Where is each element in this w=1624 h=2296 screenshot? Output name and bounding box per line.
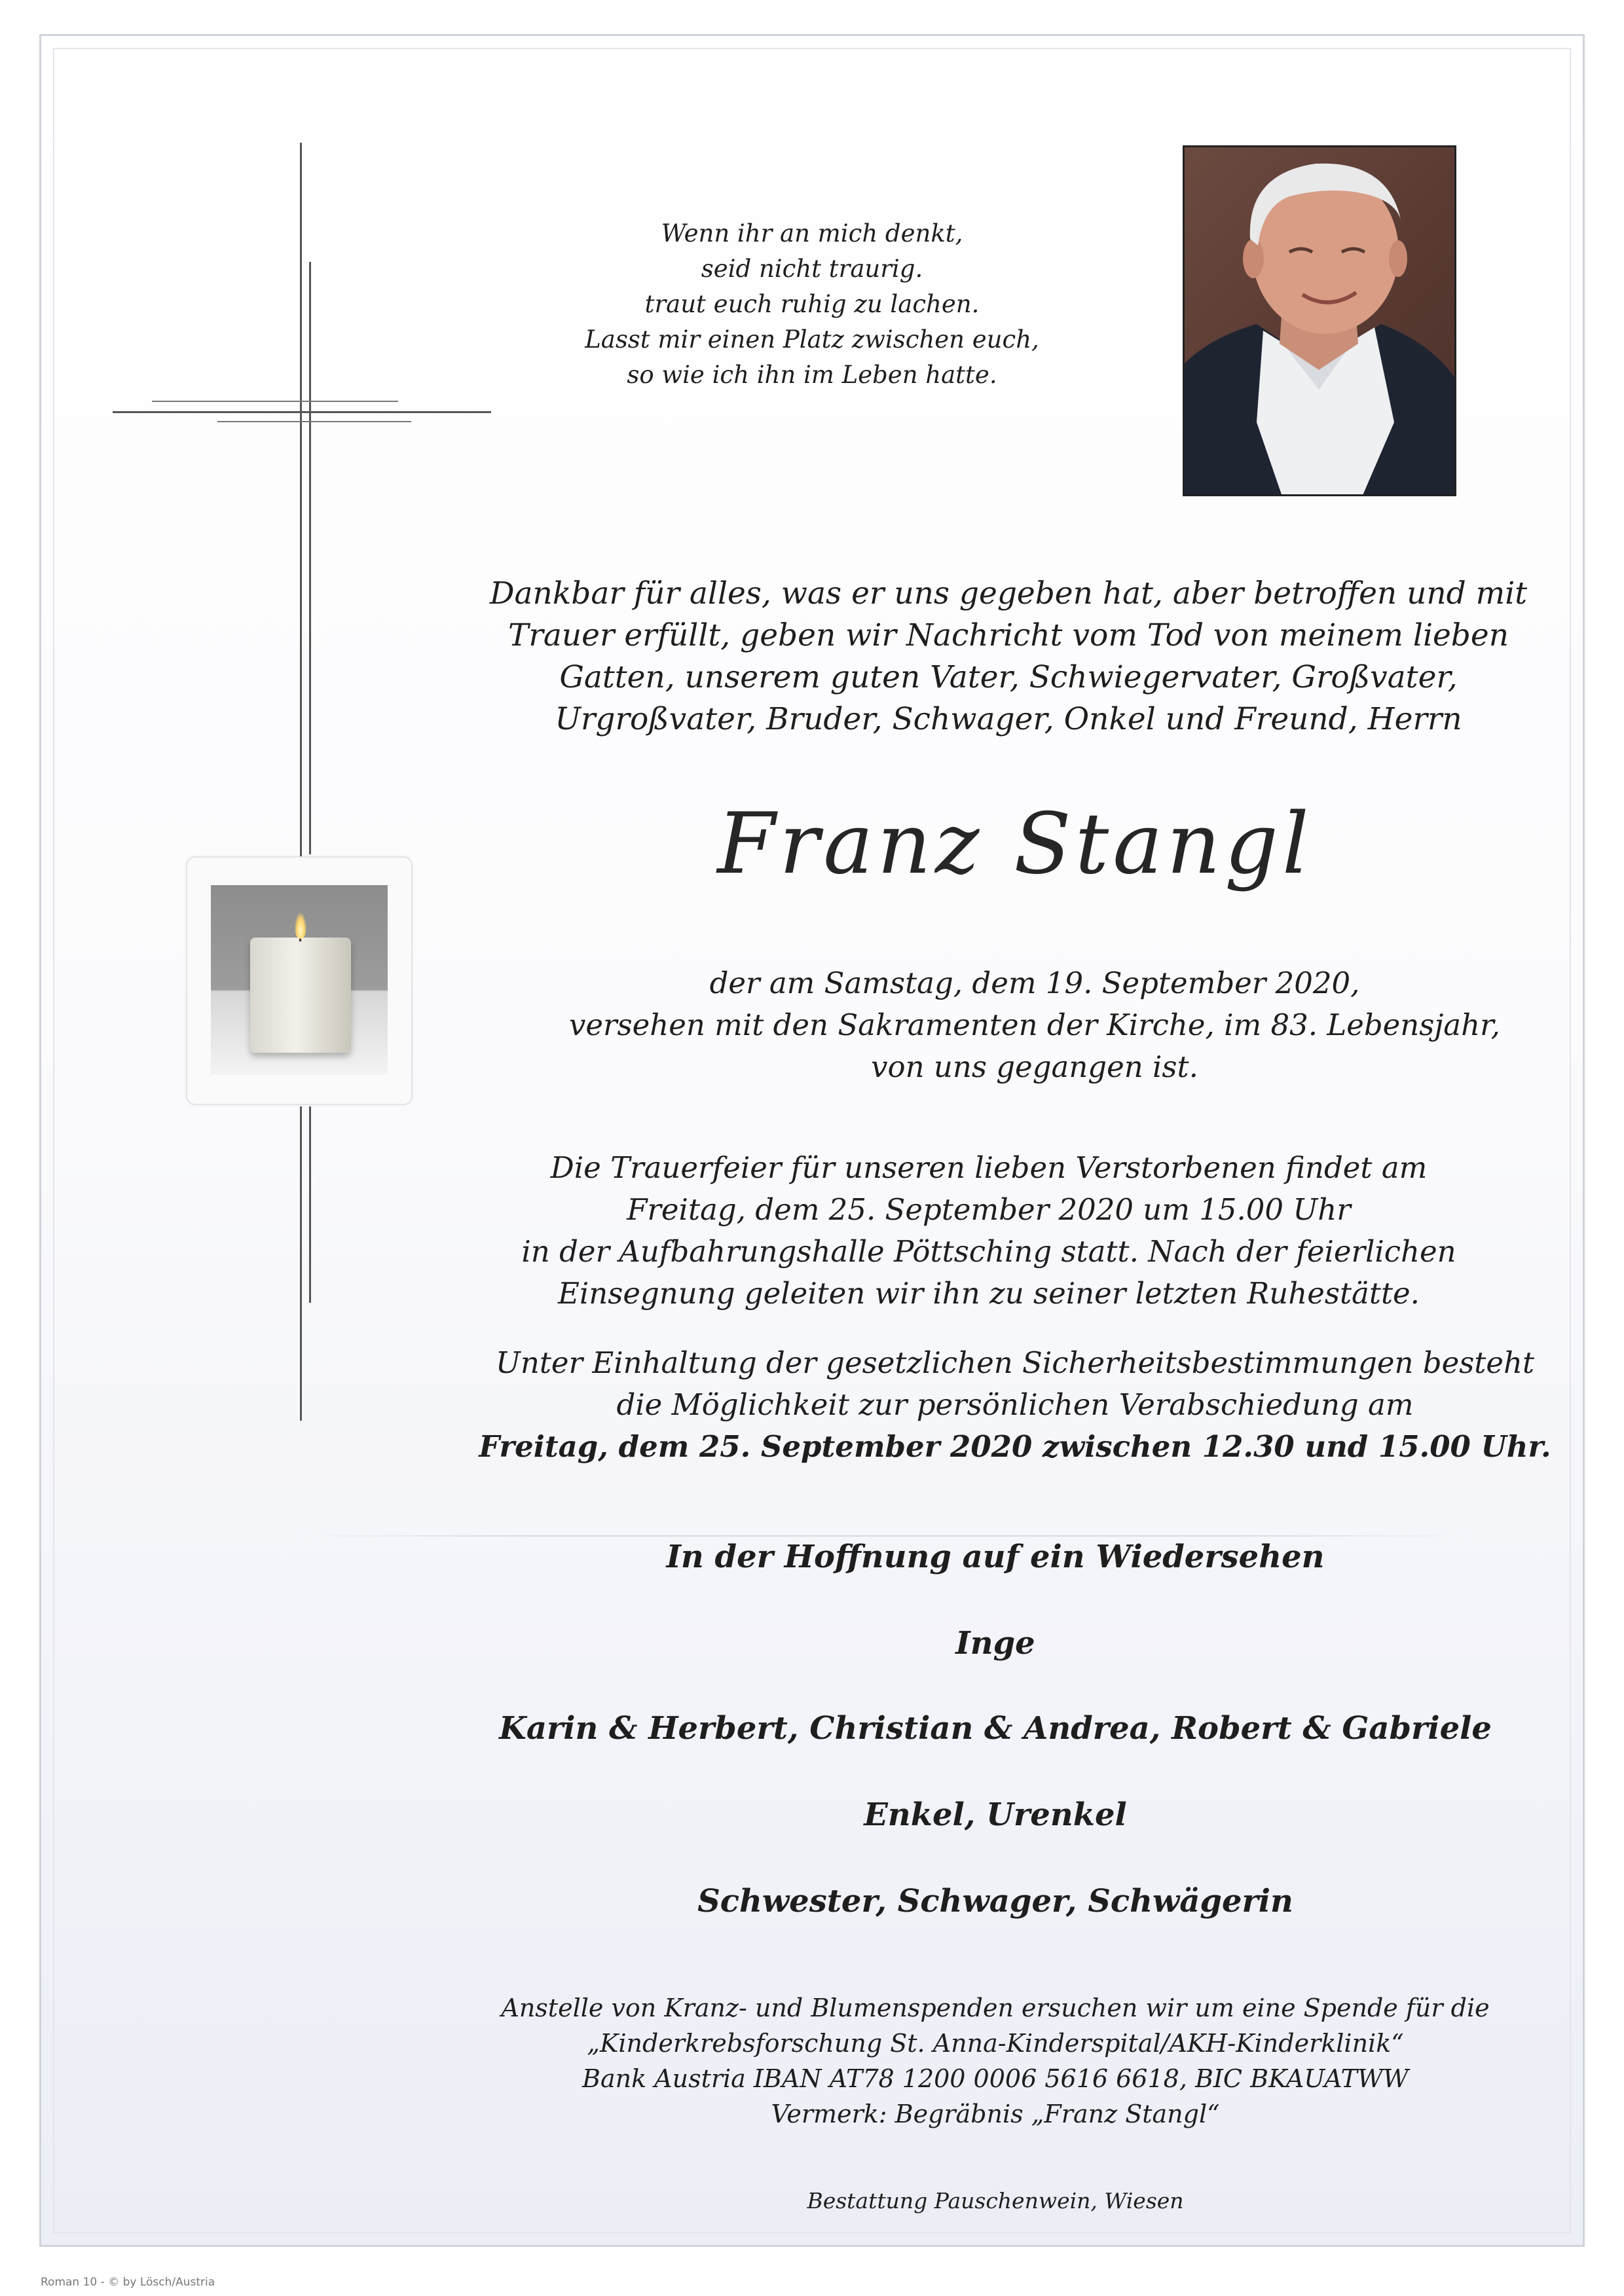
death-line: versehen mit den Sakramenten der Kirche, im 83. Lebensjahr, [568, 1008, 1500, 1042]
funeral-line: Freitag, dem 25. September 2020 um 15.00 Uhr [627, 1192, 1351, 1227]
intro-line: Trauer erfüllt, geben wir Nachricht vom Tod von meinem lieben [508, 617, 1509, 653]
farewell-details [432, 1342, 1598, 1468]
death-details [498, 962, 1572, 1088]
donation-line: Anstelle von Kranz- und Blumenspenden ersuchen wir um eine Spende für die [501, 1994, 1490, 2022]
cross-horizontal-line [217, 421, 411, 422]
candle-flame [295, 913, 306, 939]
intro-line: Dankbar für alles, was er uns gegeben hat, aber betroffen und mit [489, 575, 1528, 611]
intro-line: Urgroßvater, Bruder, Schwager, Onkel und Freund, Herrn [555, 701, 1462, 737]
death-line: von uns gegangen ist. [871, 1049, 1198, 1084]
candle-body [250, 938, 351, 1053]
portrait-photo [1183, 145, 1456, 496]
funeral-details [432, 1147, 1545, 1315]
intro-line: Gatten, unserem guten Vater, Schwiegervater, Großvater, [559, 659, 1458, 695]
donation-line: „Kinderkrebsforschung St. Anna-Kinderspital/AKH-Kinderklinik“ [587, 2029, 1404, 2058]
cross-vertical-line [309, 262, 311, 854]
cross-horizontal-line [152, 401, 398, 402]
funeral-line: Einsegnung geleiten wir ihn zu seiner letzten Ruhestätte. [558, 1276, 1420, 1311]
deceased-name: Franz Stangl [717, 795, 1313, 893]
poem-line: so wie ich ihn im Leben hatte. [627, 361, 997, 389]
farewell-line: Unter Einhaltung der gesetzlichen Sicherheitsbestimmungen besteht [495, 1345, 1535, 1380]
poem [563, 216, 1061, 393]
cross-vertical-line [300, 1106, 302, 1421]
cross-horizontal-line [113, 411, 491, 413]
poem-line: seid nicht traurig. [701, 255, 923, 283]
poem-line: Wenn ihr an mich denkt, [661, 219, 963, 247]
death-line: der am Samstag, dem 19. September 2020, [709, 966, 1360, 1000]
poem-line: Lasst mir einen Platz zwischen euch, [585, 325, 1039, 354]
funeral-line: in der Aufbahrungshalle Pöttsching statt. Nach der feierlichen [521, 1234, 1456, 1269]
undertaker: Bestattung Pauschenwein, Wiesen [807, 2188, 1184, 2214]
funeral-line: Die Trauerfeier für unseren lieben Verstorbenen findet am [550, 1150, 1428, 1185]
footer-credit: Roman 10 - © by Lösch/Austria [41, 2276, 215, 2289]
announcement-intro [471, 573, 1545, 740]
farewell-date-line: Freitag, dem 25. September 2020 zwischen 12.30 und 15.00 Uhr. [479, 1429, 1551, 1464]
signoff-children: Karin & Herbert, Christian & Andrea, Robert & Gabriele [499, 1710, 1492, 1747]
signoff-grandchildren: Enkel, Urenkel [864, 1796, 1127, 1833]
signoff-siblings: Schwester, Schwager, Schwägerin [697, 1883, 1293, 1920]
candle-icon [211, 885, 388, 1075]
cross-vertical-line [309, 1106, 311, 1303]
donation-line: Vermerk: Begräbnis „Franz Stangl“ [771, 2100, 1220, 2128]
portrait-icon [1185, 147, 1456, 496]
cross-vertical-line [300, 143, 302, 856]
donation-request [432, 1990, 1559, 2132]
farewell-line: die Möglichkeit zur persönlichen Verabschiedung am [616, 1387, 1414, 1422]
signoff-hope: In der Hoffnung auf ein Wiedersehen [666, 1539, 1325, 1575]
poem-line: traut euch ruhig zu lachen. [644, 290, 980, 318]
signoff-spouse: Inge [955, 1625, 1035, 1662]
candle-card [186, 856, 413, 1105]
donation-line: Bank Austria IBAN AT78 1200 0006 5616 6618, BIC BKAUATWW [582, 2064, 1409, 2093]
